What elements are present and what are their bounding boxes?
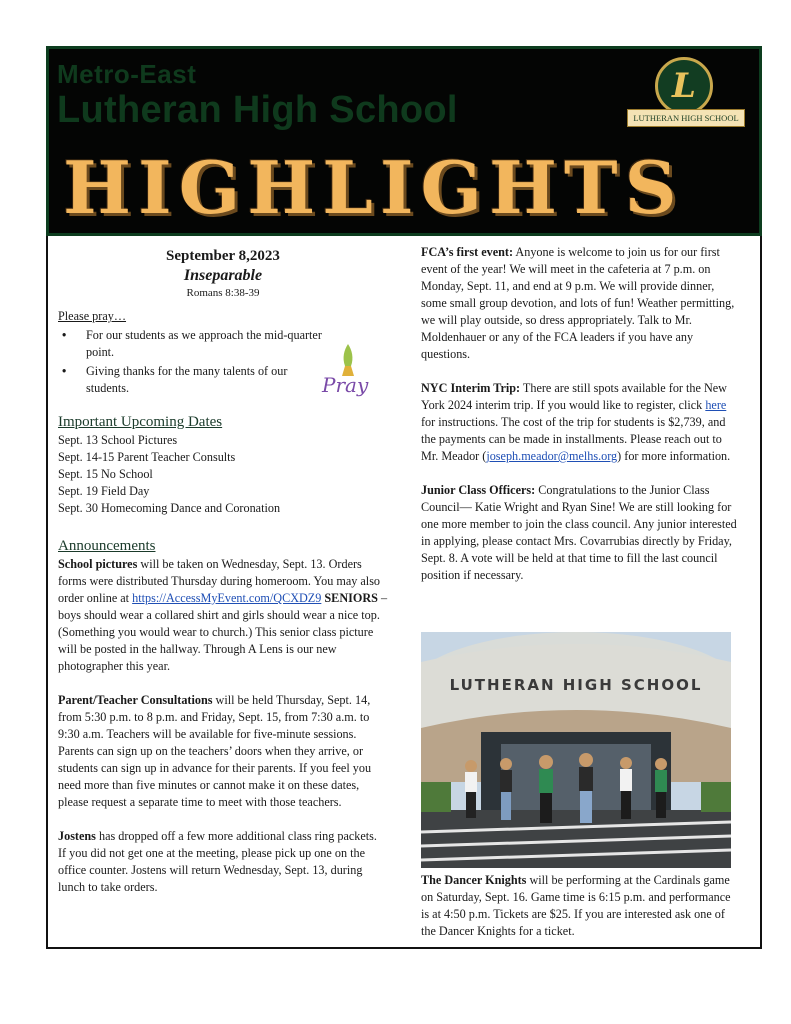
pictures-text-2: – boys should wear a collared shirt and girls should wear a nice top. (Something you would wear to church.) This senior class picture will be posted in the hallway. Through A Lens is our new photographer this year. xyxy=(58,591,388,673)
date-item: Sept. 19 Field Day xyxy=(58,484,150,498)
masthead xyxy=(46,46,762,236)
nyc-text: There are still spots available for the New York 2024 interim trip. If you would like to register, click xyxy=(421,381,727,412)
logo-banner-text: LUTHERAN HIGH SCHOOL xyxy=(627,109,745,127)
nyc-register-link[interactable]: here xyxy=(705,398,727,412)
pictures-lead: School pictures xyxy=(58,557,138,571)
picture-order-link[interactable]: https://AccessMyEvent.com/QCXDZ9 xyxy=(132,591,322,605)
nyc-text-3: ) for more information. xyxy=(617,449,731,463)
school-name-line1: Metro-East xyxy=(57,59,197,89)
date-item: Sept. 30 Homecoming Dance and Coronation xyxy=(58,501,281,515)
dates-list xyxy=(58,432,388,517)
nyc-lead: NYC Interim Trip: xyxy=(421,381,521,395)
pictures-announcement xyxy=(58,556,388,675)
seniors-label: SENIORS xyxy=(321,591,378,605)
junior-text: Congratulations to the Junior Class Council— Katie Wright and Ryan Sine! We are still looking for one more member to join the class council. Any junior interested in applying, please contact Mrs. Covarrubias directly by Friday, Sept. 8. A vote will be held at that time to fill the last council position if necessary. xyxy=(421,483,737,582)
fca-lead: FCA’s first event: xyxy=(421,245,514,259)
date-item: Sept. 15 No School xyxy=(58,467,153,481)
right-column xyxy=(421,244,741,584)
pray-art-text: Pray xyxy=(322,373,369,397)
junior-lead: Junior Class Officers: xyxy=(421,483,536,497)
nyc-announcement xyxy=(421,380,741,465)
left-column xyxy=(58,246,388,896)
date-item: Sept. 13 School Pictures xyxy=(58,433,178,447)
logo-emblem xyxy=(655,57,713,115)
dancer-knights-photo xyxy=(421,632,731,868)
jostens-announcement xyxy=(58,828,388,896)
fca-announcement xyxy=(421,244,741,363)
junior-officers-announcement xyxy=(421,482,741,584)
jostens-text: has dropped off a few more additional class ring packets. If you did not get one at the meeting, please pick up one on the office counter. Jostens will return Wednesday, Sept. 13, during lunch to take orders. xyxy=(58,829,377,894)
announcements-heading: Announcements xyxy=(58,538,156,554)
building-sign-text: LUTHERAN HIGH SCHOOL xyxy=(449,676,703,694)
praying-hands-icon xyxy=(318,340,378,398)
school-logo xyxy=(627,57,745,129)
consults-announcement xyxy=(58,692,388,811)
school-name-line2: Lutheran High School xyxy=(57,89,458,131)
school-building-illustration xyxy=(421,632,731,868)
devotion-verse: Romans 8:38-39 xyxy=(186,287,260,299)
consults-text: will be held Thursday, Sept. 14, from 5:30 p.m. to 8 p.m. and Friday, Sept. 15, from 7:30 a.m. to 9:30 a.m. Teachers will be available for five-minute sessions. Parents can sign up on the teachers’ doors when they arrive, or students can sign up in advance for their parents. If you feel you need more than five minutes or cannot make it on these dates, please request a separate time to meet with those teachers. xyxy=(58,693,372,809)
prayer-item: • Giving thanks for the many talents of our students. xyxy=(86,363,326,397)
fca-text: Anyone is welcome to join us for our first event of the year! We will meet in the cafeteria at 7 p.m. on Monday, Sept. 11, and end at 9 p.m. We will provide dinner, some small group devotion, and lots of fun! Weather permitting, we will play outside, so dress appropriately. Talk to Mr. Moldenhauer or any of the FCA leaders if you have any questions. xyxy=(421,245,735,361)
newsletter-title: HIGHLIGHTS xyxy=(63,145,684,230)
pictures-text: will be taken on Wednesday, Sept. 13. Orders forms were distributed Thursday during homeroom. You may also order online at xyxy=(58,557,381,605)
nyc-text-2: for instructions. The cost of the trip for students is $2,739, and the payments can be made in installments. Please reach out to Mr. Meador ( xyxy=(421,415,726,463)
consults-lead: Parent/Teacher Consultations xyxy=(58,693,213,707)
dancers-announcement xyxy=(421,872,741,940)
date-item: Sept. 14-15 Parent Teacher Consults xyxy=(58,450,236,464)
dancers-caption xyxy=(421,872,741,940)
dancers-text: will be performing at the Cardinals game on Saturday, Sept. 16. Game time is 6:15 p.m. and performance is at 4:50 p.m. Tickets are $25. If you are interested ask one of the Dancer Knights for a ticket. xyxy=(421,873,731,938)
devotion-theme: Inseparable xyxy=(183,267,263,284)
dancers-lead: The Dancer Knights xyxy=(421,873,527,887)
dates-heading: Important Upcoming Dates xyxy=(58,414,223,430)
logo-letter: L xyxy=(672,66,696,106)
prayer-item: • For our students as we approach the mid-quarter point. xyxy=(86,327,326,361)
prayer-heading: Please pray… xyxy=(58,309,127,323)
meador-email-link[interactable]: joseph.meador@melhs.org xyxy=(486,449,618,463)
jostens-lead: Jostens xyxy=(58,829,96,843)
issue-date: September 8,2023 xyxy=(166,248,280,264)
